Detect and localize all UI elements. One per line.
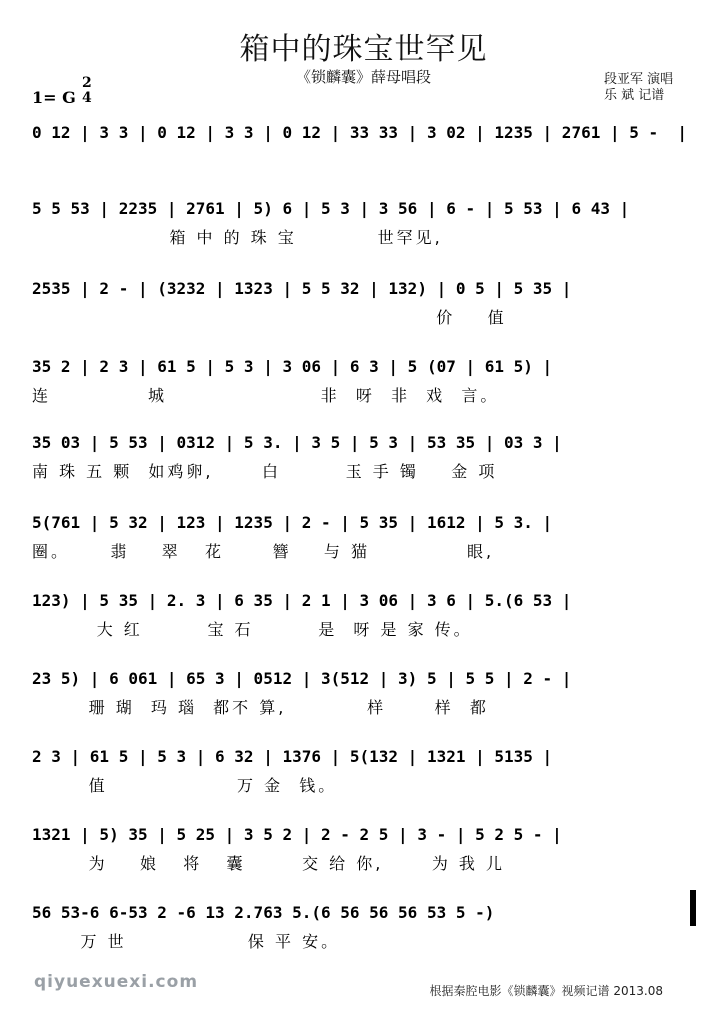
meter-bottom: 4 [82, 90, 92, 106]
score-row-1: 0 12 | 3 3 | 0 12 | 3 3 | 0 12 | 33 33 | 3 02 | 1235 | 2761 | 5 - | [32, 123, 688, 142]
score-row-5: 35 03 | 5 53 | 0312 | 5 3. | 3 5 | 5 3 | 53 35 | 03 3 | [32, 433, 562, 452]
score-row-3: 2535 | 2 - | (3232 | 1323 | 5 5 32 | 132) | 0 5 | 5 35 | [32, 279, 572, 298]
meter-top: 2 [82, 75, 92, 91]
lyric-row-10: 为 娘 将 囊 交 给 你, 为 我 儿 [32, 854, 506, 873]
lyric-row-1 [32, 148, 704, 172]
footer-note: 根据秦腔电影《锁麟囊》视频记谱 2013.08 [429, 984, 663, 998]
lyric-row-2: 箱 中 的 珠 宝 世罕见, [32, 228, 443, 247]
lyric-row-8: 珊 瑚 玛 瑙 都不 算, 样 样 都 [32, 698, 489, 717]
score-row-9: 2 3 | 61 5 | 5 3 | 6 32 | 1376 | 5(132 | 1321 | 5135 | [32, 747, 553, 766]
score-row-4: 35 2 | 2 3 | 61 5 | 5 3 | 3 06 | 6 3 | 5 (07 | 61 5) | [32, 357, 553, 376]
credit-singer: 段亚军 演唱 [604, 72, 674, 87]
lyric-row-3: 价 值 [32, 308, 507, 327]
credit-transcriber: 乐 斌 记谱 [604, 88, 665, 103]
score-row-7: 123) | 5 35 | 2. 3 | 6 35 | 2 1 | 3 06 | 3 6 | 5.(6 53 | [32, 591, 572, 610]
key-signature: 1= G [32, 88, 76, 107]
page-subtitle: 《锁麟囊》薛母唱段 [295, 68, 431, 86]
watermark: qiyuexuexi.com [34, 972, 199, 992]
score-row-11: 56 53-6 6-53 2 -6 13 2.763 5.(6 56 56 56 53 5 -) [32, 903, 505, 922]
score-row-6: 5(761 | 5 32 | 123 | 1235 | 2 - | 5 35 | 1612 | 5 3. | [32, 513, 553, 532]
time-signature [82, 76, 92, 106]
lyric-row-7: 大 红 宝 石 是 呀 是 家 传。 [32, 620, 473, 639]
score-row-2: 5 5 53 | 2235 | 2761 | 5) 6 | 5 3 | 3 56 | 6 - | 5 53 | 6 43 | [32, 199, 630, 218]
page-title: 箱中的珠宝世罕见 [239, 32, 488, 67]
lyric-row-9: 值 万 金 钱。 [32, 776, 338, 795]
lyric-row-4: 连 城 非 呀 非 戏 言。 [32, 386, 500, 405]
score-row-10: 1321 | 5) 35 | 5 25 | 3 5 2 | 2 - 2 5 | 3 - | 5 2 5 - | [32, 825, 562, 844]
final-barline [690, 890, 696, 926]
score-row-8: 23 5) | 6 061 | 65 3 | 0512 | 3(512 | 3) 5 | 5 5 | 2 - | [32, 669, 572, 688]
lyric-row-5: 南 珠 五 颗 如鸡卵, 白 玉 手 镯 金 项 [32, 462, 498, 481]
lyric-row-6: 圈。 翡 翠 花 簪 与 猫 眼, [32, 542, 495, 561]
lyric-row-11: 万 世 保 平 安。 [32, 932, 341, 951]
